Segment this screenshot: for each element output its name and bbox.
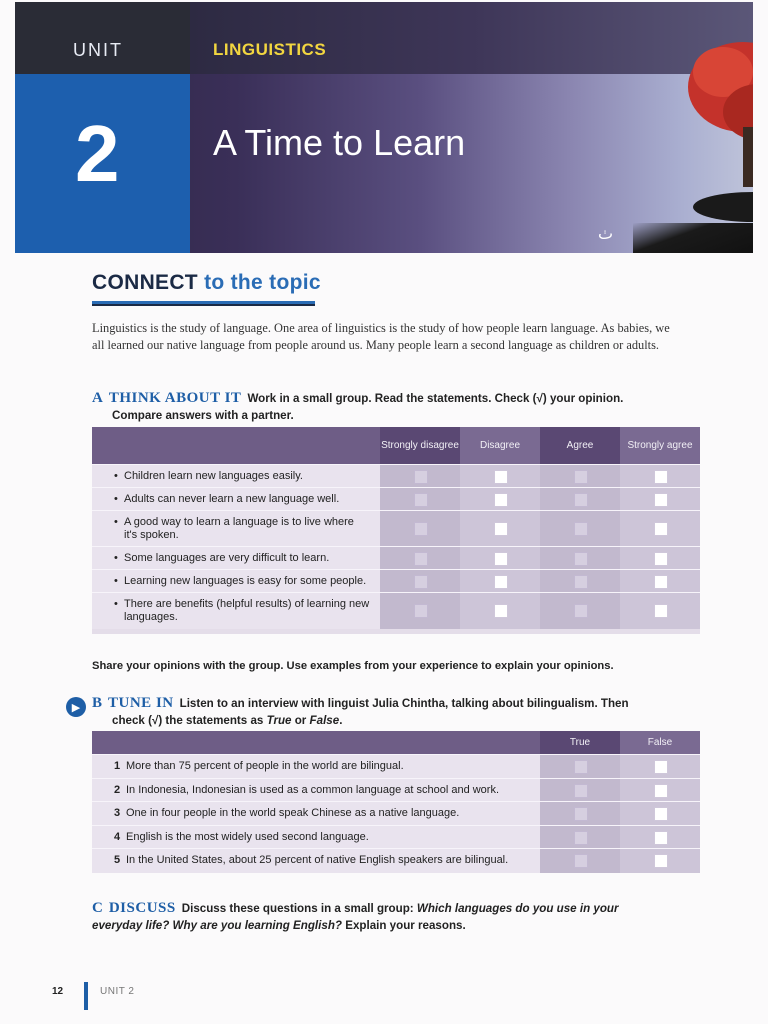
col-agree: Agree <box>540 427 620 464</box>
opinion-checkbox[interactable] <box>414 604 428 618</box>
true-false-row <box>92 825 700 850</box>
statement-number: 5 <box>114 854 121 866</box>
ground <box>633 223 753 253</box>
true-checkbox[interactable] <box>574 807 588 821</box>
false-checkbox[interactable] <box>654 784 668 798</box>
opinion-checkbox[interactable] <box>414 470 428 484</box>
opinion-checkbox[interactable] <box>654 522 668 536</box>
section-b-letter: B <box>92 695 103 711</box>
true-checkbox[interactable] <box>574 760 588 774</box>
section-c-letter: C <box>92 900 103 916</box>
col-strongly-agree: Strongly agree <box>620 427 700 464</box>
share-instruction: Share your opinions with the group. Use examples from your experience to explain your opinions. <box>92 660 614 672</box>
section-b-end: . <box>339 714 343 727</box>
true-false-row <box>92 848 700 873</box>
statement-number: 2 <box>114 783 121 796</box>
section-b-name: TUNE IN <box>108 695 174 711</box>
tree-image <box>673 32 753 222</box>
heading-underline <box>92 301 315 304</box>
unit-banner <box>15 2 753 253</box>
true-checkbox[interactable] <box>574 784 588 798</box>
opinion-checkbox[interactable] <box>414 552 428 566</box>
publisher-logo-icon: ٺ <box>598 226 614 243</box>
statement-text: Adults can never learn a new language well. <box>124 493 340 505</box>
page-number: 12 <box>52 986 64 997</box>
statement-number: 4 <box>114 830 121 843</box>
col-false: False <box>620 731 700 754</box>
true-checkbox[interactable] <box>574 831 588 845</box>
section-b-true-word: True <box>266 714 292 727</box>
opinion-checkbox[interactable] <box>494 575 508 589</box>
section-c-instruction-end: Explain your reasons. <box>341 919 466 932</box>
bullet-icon: • <box>114 575 118 587</box>
bullet-icon: • <box>114 552 118 564</box>
section-b-heading <box>92 695 662 729</box>
chapter-title: A Time to Learn <box>213 122 466 163</box>
opinion-checkbox[interactable] <box>574 552 588 566</box>
opinion-checkbox[interactable] <box>574 470 588 484</box>
opinion-checkbox[interactable] <box>654 552 668 566</box>
opinion-checkbox[interactable] <box>654 470 668 484</box>
opinion-checkbox[interactable] <box>574 522 588 536</box>
opinion-checkbox[interactable] <box>574 575 588 589</box>
opinion-checkbox[interactable] <box>574 604 588 618</box>
audio-play-icon[interactable]: ▶ <box>66 697 86 717</box>
opinion-row <box>92 546 700 570</box>
section-a-letter: A <box>92 390 103 406</box>
opinion-checkbox[interactable] <box>494 493 508 507</box>
opinion-table <box>92 427 700 634</box>
true-false-row <box>92 778 700 803</box>
col-disagree: Disagree <box>460 427 540 464</box>
opinion-row <box>92 569 700 593</box>
section-b-instruction-cont <box>92 712 662 729</box>
opinion-checkbox[interactable] <box>494 604 508 618</box>
false-checkbox[interactable] <box>654 854 668 868</box>
unit-number: 2 <box>75 109 120 198</box>
true-checkbox[interactable] <box>574 854 588 868</box>
footer-bar <box>84 982 88 1010</box>
statement-text: There are benefits (helpful results) of learning new languages. <box>124 598 370 623</box>
opinion-row <box>92 510 700 547</box>
opinion-checkbox[interactable] <box>494 552 508 566</box>
statement-text: In the United States, about 25 percent of native English speakers are bilingual. <box>126 854 509 866</box>
opinion-checkbox[interactable] <box>414 493 428 507</box>
statement-text: A good way to learn a language is to live where it's spoken. <box>124 516 354 541</box>
subject-label: LINGUISTICS <box>213 40 327 59</box>
intro-paragraph: Linguistics is the study of language. One area of linguistics is the study of how people learn language. As babies, we all learned our native language from people around us. Many people learn a second language as children or adults. <box>92 321 670 352</box>
section-b-or-word: or <box>291 714 310 727</box>
bullet-icon: • <box>114 493 118 505</box>
section-c-instruction: Discuss these questions in a small group: <box>181 902 417 915</box>
section-b-instr-text: check (√) the statements as <box>112 714 267 727</box>
true-false-row <box>92 801 700 826</box>
opinion-checkbox[interactable] <box>494 470 508 484</box>
opinion-checkbox[interactable] <box>654 575 668 589</box>
bullet-icon: • <box>114 470 118 482</box>
opinion-row <box>92 592 700 629</box>
statement-text: More than 75 percent of people in the world are bilingual. <box>126 760 404 772</box>
unit-strip <box>15 2 190 74</box>
section-heading <box>92 271 321 295</box>
section-c-questions: Which languages do you use in your everyday life? Why are you learning English? <box>92 902 619 932</box>
section-b-false-word: False <box>309 714 340 727</box>
bullet-icon: • <box>114 598 118 610</box>
section-a-heading <box>92 390 662 424</box>
opinion-checkbox[interactable] <box>414 575 428 589</box>
section-b-instruction: Listen to an interview with linguist Julia Chintha, talking about bilingualism. Then <box>179 697 629 710</box>
opinion-checkbox[interactable] <box>654 604 668 618</box>
opinion-checkbox[interactable] <box>414 522 428 536</box>
statement-text: One in four people in the world speak Chinese as a native language. <box>126 807 460 819</box>
statement-text: Learning new languages is easy for some people. <box>124 575 367 587</box>
section-a-instruction-cont: Compare answers with a partner. <box>112 409 294 422</box>
statement-text: In Indonesia, Indonesian is used as a common language at school and work. <box>126 783 500 796</box>
title-strip <box>190 2 753 74</box>
section-c-name: DISCUSS <box>108 900 176 916</box>
false-checkbox[interactable] <box>654 831 668 845</box>
heading-connect: CONNECT <box>92 271 198 294</box>
opinion-checkbox[interactable] <box>574 493 588 507</box>
section-a-instruction: Work in a small group. Read the statements. Check (√) your opinion. <box>247 392 624 405</box>
statement-number: 1 <box>114 760 121 772</box>
section-c-heading <box>92 900 662 934</box>
opinion-checkbox[interactable] <box>654 493 668 507</box>
true-false-table <box>92 731 700 872</box>
col-strongly-disagree: Strongly disagree <box>380 427 460 464</box>
statement-text: English is the most widely used second language. <box>126 830 369 843</box>
opinion-row <box>92 464 700 488</box>
false-checkbox[interactable] <box>654 807 668 821</box>
false-checkbox[interactable] <box>654 760 668 774</box>
statement-text: Children learn new languages easily. <box>124 470 303 482</box>
opinion-checkbox[interactable] <box>494 522 508 536</box>
true-false-row <box>92 754 700 779</box>
statement-text: Some languages are very difficult to learn. <box>124 552 330 564</box>
unit-label: UNIT <box>73 40 123 60</box>
section-a-name: THINK ABOUT IT <box>108 390 242 406</box>
bullet-icon: • <box>114 516 118 528</box>
footer-unit-label: UNIT 2 <box>100 986 135 997</box>
col-true: True <box>540 731 620 754</box>
statement-number: 3 <box>114 807 121 819</box>
opinion-row <box>92 487 700 511</box>
heading-topic: to the topic <box>204 271 321 294</box>
